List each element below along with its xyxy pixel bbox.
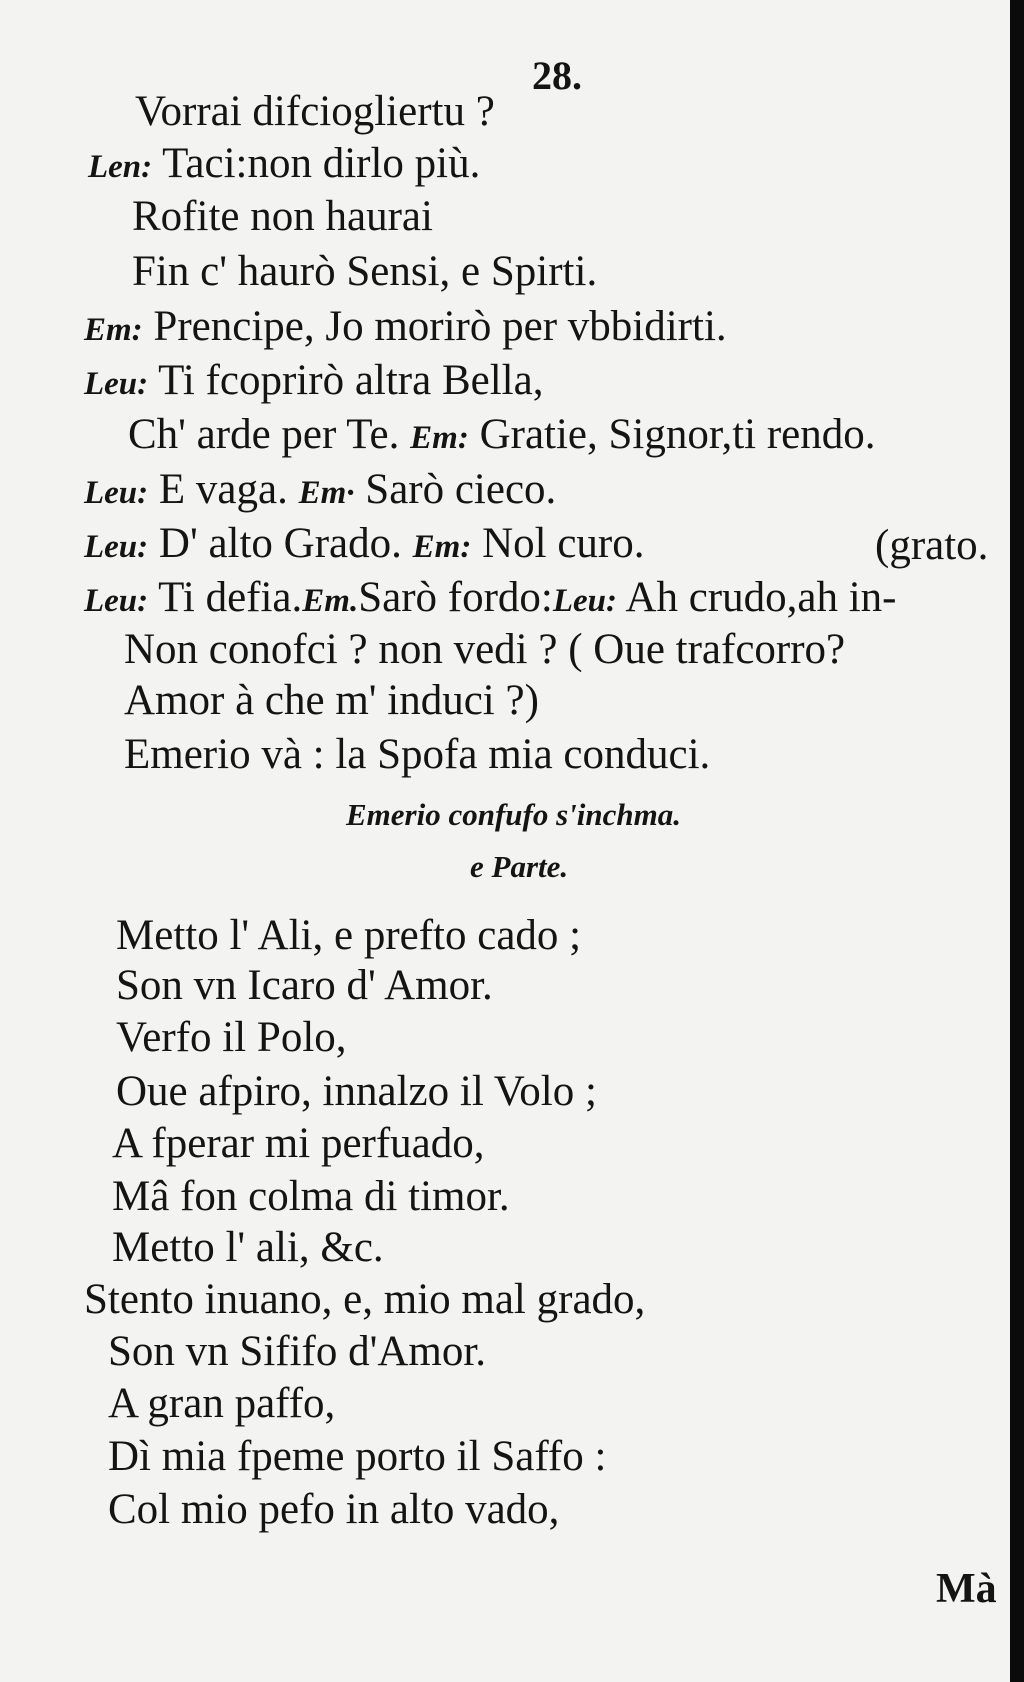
line-text: A gran paffo, [108, 1380, 336, 1427]
speaker-label: Em: [412, 529, 472, 565]
line-text: Son vn Sififo d'Amor. [108, 1328, 487, 1375]
line-text: (grato. [875, 522, 989, 569]
speaker-label: Em· [298, 475, 355, 511]
line-text: E vaga. [148, 466, 299, 513]
line-text: Oue afpiro, innalzo il Volo ; [116, 1068, 597, 1115]
speaker-label: Leu: [84, 529, 149, 565]
line-text: Ch' arde per Te. [128, 411, 411, 458]
line-text: D' alto Grado. [148, 520, 413, 567]
line-text: Verfo il Polo, [116, 1014, 347, 1061]
verse-line [108, 1328, 486, 1376]
line-text: Nol curo. [471, 520, 645, 567]
verse-line [84, 303, 727, 354]
line-text: Gratie, Signor,ti rendo. [468, 411, 876, 458]
verse-line [128, 411, 876, 462]
line-text: Emerio và : la Spofa mia conduci. [124, 731, 711, 778]
verse-line [116, 1014, 347, 1062]
line-text: Son vn Icaro d' Amor. [116, 962, 493, 1009]
verse-line [124, 626, 845, 674]
line-text: Stento inuano, e, mio mal grado, [84, 1276, 646, 1323]
line-text: Fin c' haurò Sensi, e Spirti. [132, 248, 598, 295]
line-text: Rofite non haurai [132, 193, 433, 240]
line-text: Metto l' Ali, e prefto cado ; [116, 912, 582, 959]
stage-direction-line: Emerio confufo s'inchma. [346, 797, 682, 832]
page-number: 28. [532, 53, 582, 98]
line-text: Taci:non dirlo più. [152, 140, 481, 187]
speaker-label: Leu: [84, 583, 149, 619]
line-text: Ti defia. [148, 574, 303, 621]
verse-line [124, 731, 710, 779]
verse-line [108, 1380, 335, 1428]
verse-line [112, 1120, 485, 1168]
verse-line [112, 1173, 510, 1221]
verse-line [116, 912, 581, 960]
speaker-label: Em. [302, 583, 359, 619]
speaker-label: Leu: [552, 583, 618, 619]
line-text: Dì mia fpeme porto il Saffo : [108, 1433, 607, 1480]
verse-line [124, 677, 539, 725]
verse-line [108, 1486, 559, 1534]
speaker-label: Leu: [84, 366, 149, 402]
verse-line [875, 522, 988, 570]
verse-line [84, 357, 543, 408]
line-text: Metto l' ali, &c. [112, 1224, 384, 1271]
verse-line [84, 1276, 645, 1324]
speaker-label: Leu: [84, 475, 149, 511]
line-text: Sarò cieco. [354, 466, 557, 513]
verse-line [84, 520, 644, 571]
line-text: Non conofci ? non vedi ? ( Oue trafcorro? [124, 626, 846, 673]
verse-line [135, 88, 495, 136]
line-text: Col mio pefo in alto vado, [108, 1486, 560, 1533]
line-text: A fperar mi perfuado, [112, 1120, 485, 1167]
verse-line [132, 193, 433, 241]
verse-line [112, 1224, 384, 1272]
line-text: Ti fcoprirò altra Bella, [148, 357, 544, 404]
speaker-label: Len: [88, 149, 153, 185]
verse-line [132, 248, 597, 296]
verse-line [84, 574, 896, 625]
verse-line [116, 1068, 597, 1116]
verse-line [84, 466, 556, 517]
verse-line [116, 962, 493, 1010]
line-text: Vorrai difciogliertu ? [135, 88, 495, 135]
speaker-label: Em: [410, 420, 469, 456]
catchword: Mà [936, 1566, 997, 1612]
speaker-label: Em: [84, 312, 143, 348]
stage-direction-line: e Parte. [470, 849, 569, 884]
line-text: Amor à che m' induci ?) [124, 677, 539, 724]
line-text: Mâ fon colma di timor. [112, 1173, 510, 1220]
line-text: Sarò fordo: [358, 574, 553, 621]
line-text: Ah crudo,ah in- [617, 574, 897, 621]
line-text: Prencipe, Jo morirò per vbbidirti. [142, 303, 727, 350]
verse-line [108, 1433, 606, 1481]
verse-line [88, 140, 480, 191]
